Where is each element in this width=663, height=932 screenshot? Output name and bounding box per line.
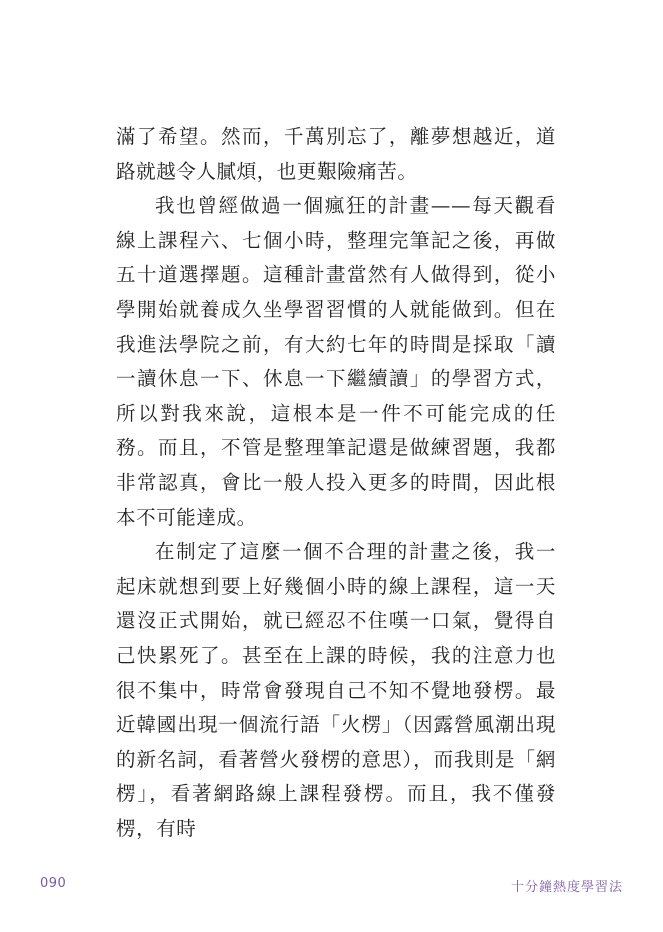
paragraph-continuation: 滿了希望。然而，千萬別忘了，離夢想越近，道路就越令人膩煩，也更艱險痛苦。: [116, 125, 556, 183]
paragraph: 我也曾經做過一個瘋狂的計畫——每天觀看線上課程六、七個小時，整理完筆記之後，再做五十道選擇題。這種計畫當然有人做得到，從小學開始就養成久坐學習習慣的人就能做到。但在我進法學院之前，有大約七年的時間是採取「讀一讀休息一下、休息一下繼續讀」的學習方式，所以對我來說，這根本是一件不可能完成的任務。而且，不管是整理筆記還是做練習題，我都非常認真，會比一般人投入更多的時間，因此根本不可能達成。: [116, 194, 556, 529]
page-number: 090: [40, 876, 67, 891]
body-text: [116, 120, 556, 846]
running-footer-title: 十分鐘熱度學習法: [510, 880, 623, 895]
paragraph: 在制定了這麼一個不合理的計畫之後，我一起床就想到要上好幾個小時的線上課程，這一天還沒正式開始，就已經忍不住嘆一口氣，覺得自己快累死了。甚至在上課的時候，我的注意力也很不集中，時常會發現自己不知不覺地發楞。最近韓國出現一個流行語「火楞」（因露營風潮出現的新名詞，看著營火發楞的意思），而我則是「網楞」，看著網路線上課程發楞。而且，我不僅發楞，有時: [116, 540, 556, 840]
